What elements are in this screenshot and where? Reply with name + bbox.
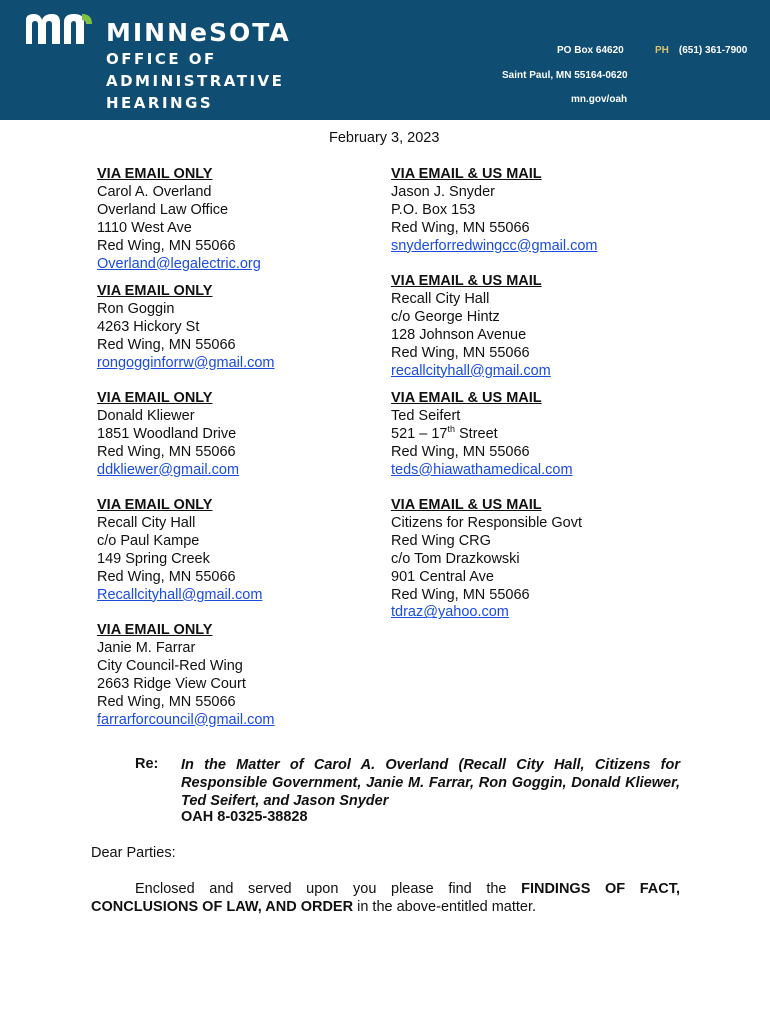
recipient-block [97,283,275,373]
address-line: 128 Johnson Avenue [391,326,527,343]
phone-number: (651) 361-7900 [678,45,748,56]
logo-title: MINNeSOTA [106,18,291,47]
address-line: Red Wing, MN 55066 [97,693,236,710]
delivery-method: VIA EMAIL ONLY [97,166,213,182]
email-link[interactable]: farrarforcouncil@gmail.com [97,711,275,728]
address-line: c/o Paul Kampe [97,532,200,549]
address-line: Red Wing, MN 55066 [391,443,530,460]
email-link[interactable]: tdraz@yahoo.com [391,604,509,621]
letterhead-banner [0,0,770,120]
address-line: Ron Goggin [97,300,175,317]
email-link[interactable]: Recallcityhall@gmail.com [97,586,263,603]
address-line: Donald Kliewer [97,407,195,424]
delivery-method: VIA EMAIL ONLY [97,497,213,513]
delivery-method: VIA EMAIL ONLY [97,390,213,406]
address-line: Janie M. Farrar [97,639,196,656]
recipient-block [391,390,573,480]
delivery-method: VIA EMAIL & US MAIL [391,166,542,182]
address-line: Recall City Hall [97,514,196,531]
address-line: 149 Spring Creek [97,550,210,567]
email-link[interactable]: Overland@legalectric.org [97,255,261,272]
website: mn.gov/oah [571,94,628,105]
address-line: Red Wing CRG [391,532,491,549]
address-line: P.O. Box 153 [391,201,476,218]
re-matter: In the Matter of Carol A. Overland (Recall City Hall, Citizens for Responsible Government, Janie M. Farrar, Ron Goggin, Donald Kliewer, Ted Seifert, and Jason Snyder [181,757,680,809]
address-line: Red Wing, MN 55066 [391,586,530,603]
body-bold: FINDINGS OF FACT, CONCLUSIONS OF LAW, AND ORDER [91,881,680,915]
recipient-block [391,166,598,256]
recipient-block [391,497,582,622]
logo-line-1: OFFICE OF [106,50,217,68]
address-line: 2663 Ridge View Court [97,675,246,692]
city-address: Saint Paul, MN 55164-0620 [502,70,628,81]
address-line: 1851 Woodland Drive [97,425,237,442]
address-line: Red Wing, MN 55066 [391,344,530,361]
recipient-block [391,273,551,380]
address-line: Red Wing, MN 55066 [391,219,530,236]
email-link[interactable]: ddkliewer@gmail.com [97,461,240,478]
re-label: Re: [135,756,159,772]
recipient-block [97,622,275,729]
letter-date: February 3, 2023 [329,130,440,146]
recipient-block [97,497,262,604]
email-link[interactable]: recallcityhall@gmail.com [391,362,551,379]
recipient-block [97,390,239,480]
address-line: Red Wing, MN 55066 [97,336,236,353]
phone-line [655,45,747,56]
body-rest: in the above-entitled matter. [353,899,537,915]
address-line: 521 – 17th Street [391,423,498,442]
address-line: Red Wing, MN 55066 [97,568,236,585]
address-line: c/o Tom Drazkowski [391,550,520,567]
po-box: PO Box 64620 [557,45,624,56]
address-line: 4263 Hickory St [97,318,200,335]
recipient-block [97,166,261,273]
salutation: Dear Parties: [91,845,176,861]
logo-line-3: HEARINGS [106,94,214,112]
email-link[interactable]: teds@hiawathamedical.com [391,461,573,478]
body-intro: Enclosed and served upon you please find the [135,881,522,897]
address-line: Ted Seifert [391,407,461,424]
case-number: OAH 8-0325-38828 [181,809,308,825]
address-line: 1110 West Ave [97,219,192,236]
phone-label: PH [655,45,669,56]
delivery-method: VIA EMAIL ONLY [97,622,213,638]
address-line: Overland Law Office [97,201,229,218]
address-line: Red Wing, MN 55066 [97,237,236,254]
delivery-method: VIA EMAIL & US MAIL [391,273,542,289]
address-line: 901 Central Ave [391,568,494,585]
address-line: Carol A. Overland [97,183,212,200]
address-line: Recall City Hall [391,290,490,307]
address-line: Citizens for Responsible Govt [391,514,582,531]
address-line: City Council-Red Wing [97,657,243,674]
address-line: c/o George Hintz [391,308,500,325]
delivery-method: VIA EMAIL & US MAIL [391,390,542,406]
delivery-method: VIA EMAIL ONLY [97,283,213,299]
email-link[interactable]: snyderforredwingcc@gmail.com [391,237,598,254]
delivery-method: VIA EMAIL & US MAIL [391,497,542,513]
body-paragraph [91,880,680,916]
logo-line-2: ADMINISTRATIVE [106,72,285,90]
minnesota-logo-mark [24,12,94,46]
email-link[interactable]: rongogginforrw@gmail.com [97,354,275,371]
address-line: Jason J. Snyder [391,183,495,200]
address-line: Red Wing, MN 55066 [97,443,236,460]
